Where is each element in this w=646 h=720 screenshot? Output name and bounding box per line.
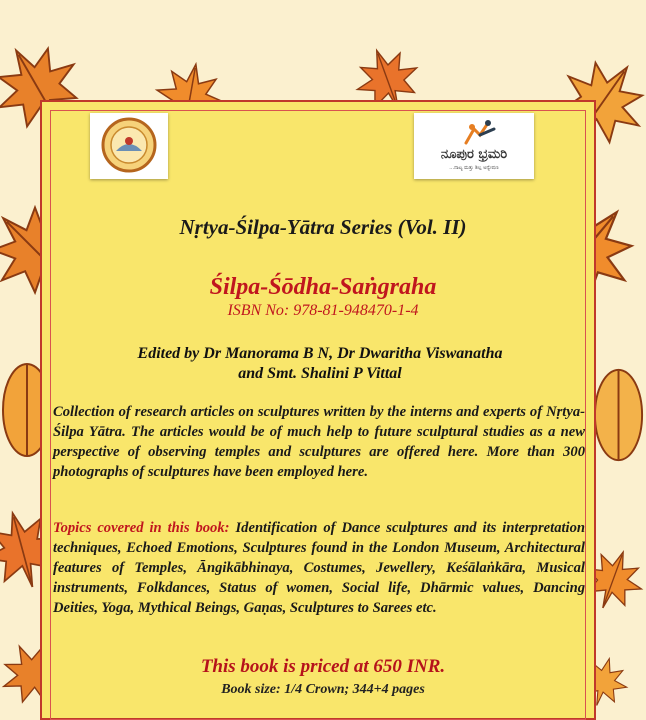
isbn-number: ISBN No: 978-81-948470-1-4 (227, 302, 419, 319)
book-size-line: Book size: 1/4 Crown; 344+4 pages (221, 682, 425, 697)
price-line: This book is priced at 650 INR. (200, 656, 446, 677)
book-description: Collection of research articles on sculptures written by the interns and experts of Nṛtya-Śilpa Yātra. The articles would be of much help to future sculptural studies as a new perspective of observing temples and sculptures are offered here. More than 300 photographs of sculptures have been employed here. (53, 404, 585, 480)
logo-tagline: ...ನಾಟ್ಯ ಮತ್ತು ಶಿಲ್ಪ ಅನ್ವೇಷಣ (449, 165, 499, 171)
oval-leaf-icon (592, 365, 646, 465)
editors-line-1: Edited by Dr Manorama B N, Dr Dwaritha Viswanatha (137, 345, 503, 362)
editors-credit (60, 344, 580, 384)
nupura-bhramari-logo (414, 113, 534, 179)
topics-label: Topics covered in this book: (53, 520, 230, 536)
topics-text: Identification of Dance sculptures and its interpretation techniques, Echoed Emotions, Sculptures found in the London Museum, Architectural features of Temples, Āngikābhinaya, Costumes, Jewellery, Keśālaṅkāra, Musical instruments, Folkdances, Status of women, Social life, Dhārmic values, Dancing Deities, Yoga, Mythical Beings, Gaṇas, Sculptures to Sarees etc. (53, 520, 586, 616)
logo-text: ನೂಪುರ ಭ್ರಮರಿ (440, 147, 508, 162)
institute-logo (90, 113, 168, 179)
circular-seal-icon (90, 113, 168, 179)
book-title: Śilpa-Śōdha-Saṅgraha (209, 274, 437, 300)
dancer-figure-icon (460, 119, 500, 147)
editors-line-2: and Smt. Shalini P Vittal (238, 365, 402, 382)
topics-paragraph (53, 518, 585, 618)
series-title: Nṛtya-Śilpa-Yātra Series (Vol. II) (179, 215, 467, 239)
